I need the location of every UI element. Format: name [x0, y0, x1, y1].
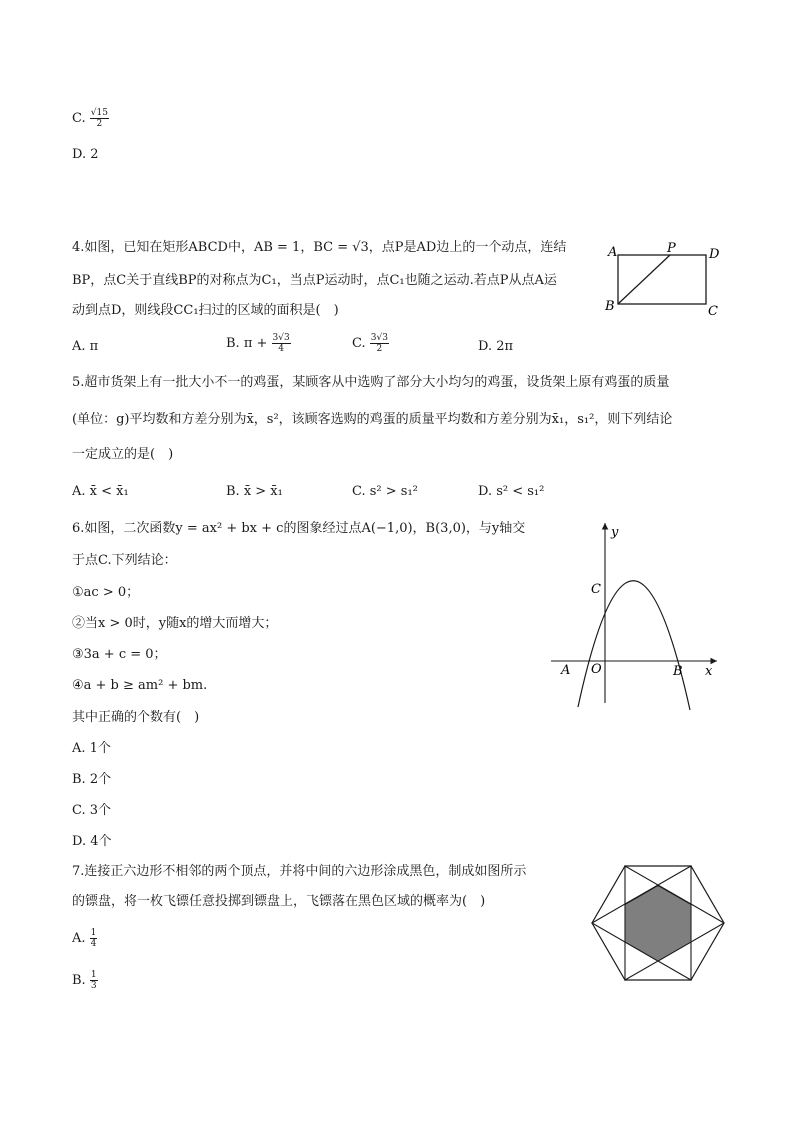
label-d: D — [709, 247, 720, 262]
q5-option-b: B. x̄ > x̄₁ — [226, 484, 283, 499]
q4-option-b-fraction: $\frac{3√3}{4}$ — [272, 333, 290, 354]
q7-hexagon-dartboard — [588, 862, 728, 984]
label-c: C — [591, 582, 601, 597]
q4-text-line3: 动到点D，则线段CC₁扫过的区域的面积是( ) — [72, 303, 339, 318]
q5-option-c: C. s² > s₁² — [352, 484, 418, 499]
q6-item-1: ①ac > 0； — [72, 585, 140, 600]
q7-option-a-fraction: $\frac{1}{4}$ — [90, 928, 97, 949]
q6-item-3: ③3a + c = 0； — [72, 647, 167, 662]
q4-option-d: D. 2π — [478, 339, 514, 354]
q4-option-c-fraction: $\frac{3√3}{2}$ — [370, 333, 388, 354]
q7-option-b-fraction: $\frac{1}{3}$ — [90, 970, 97, 991]
q3-option-d: D. 2 — [72, 147, 99, 162]
q5-option-d: D. s² < s₁² — [478, 484, 545, 499]
q6-option-a: A. 1个 — [72, 741, 111, 756]
q6-option-c: C. 3个 — [72, 803, 112, 818]
q6-question: 其中正确的个数有( ) — [72, 710, 200, 725]
parabola-curve — [578, 581, 690, 710]
q7-text-line1: 7.连接正六边形不相邻的两个顶点，并将中间的六边形涂成黑色，制成如图所示 — [72, 864, 527, 879]
q7-option-a: A. $\frac{1}{4}$ — [72, 928, 97, 949]
q5-text-line2: (单位：g)平均数和方差分别为x̄，s²，该顾客选购的鸡蛋的质量平均数和方差分别为x̄₁，s₁²，则下列结论 — [72, 412, 673, 427]
label-c: C — [708, 304, 718, 319]
label-b: B — [673, 664, 683, 679]
q7-text-line2: 的镖盘，将一枚飞镖任意投掷到镖盘上，飞镖落在黑色区域的概率为( ) — [72, 894, 486, 909]
label-b: B — [605, 299, 615, 314]
q6-item-2: ②当x > 0时，y随x的增大而增大； — [72, 616, 278, 631]
segment-bp — [618, 255, 670, 304]
q5-text-line3: 一定成立的是( ) — [72, 447, 174, 462]
q4-option-a: A. π — [72, 339, 99, 354]
shaded-inner-hexagon — [625, 886, 691, 962]
q6-item-4: ④a + b ≥ am² + bm. — [72, 678, 208, 693]
q7-option-b: B. $\frac{1}{3}$ — [72, 970, 97, 991]
label-a: A — [561, 663, 571, 678]
q3-option-c-label: C. — [72, 111, 86, 126]
label-y: y — [611, 525, 619, 540]
q6-option-b: B. 2个 — [72, 772, 112, 787]
q4-option-b: B. π + $\frac{3√3}{4}$ — [226, 333, 290, 354]
q5-option-a: A. x̄ < x̄₁ — [72, 484, 129, 499]
q3-option-c-fraction: $\frac{√15}{2}$ — [90, 108, 108, 129]
q6-text-line2: 于点C.下列结论： — [72, 553, 177, 568]
q5-text-line1: 5.超市货架上有一批大小不一的鸡蛋，某顾客从中选购了部分大小均匀的鸡蛋，设货架上原有鸡蛋的质量 — [72, 375, 670, 390]
q3-option-c — [72, 108, 109, 129]
label-o: O — [591, 662, 602, 677]
q6-parabola-figure — [545, 515, 725, 710]
q6-text-line1: 6.如图，二次函数y = ax² + bx + c的图象经过点A(−1,0)，B(3,0)，与y轴交 — [72, 521, 526, 536]
q4-text-line2: BP，点C关于直线BP的对称点为C₁，当点P运动时，点C₁也随之运动.若点P从点A运 — [72, 273, 557, 288]
label-p: P — [667, 241, 676, 256]
q4-option-c: C. $\frac{3√3}{2}$ — [352, 333, 388, 354]
q4-rectangle-figure — [598, 238, 728, 320]
q4-text-line1: 4.如图，已知在矩形ABCD中，AB = 1，BC = √3，点P是AD边上的一个动点，连结 — [72, 240, 567, 255]
label-x: x — [705, 664, 713, 679]
label-a: A — [608, 245, 618, 260]
q6-option-d: D. 4个 — [72, 834, 112, 849]
